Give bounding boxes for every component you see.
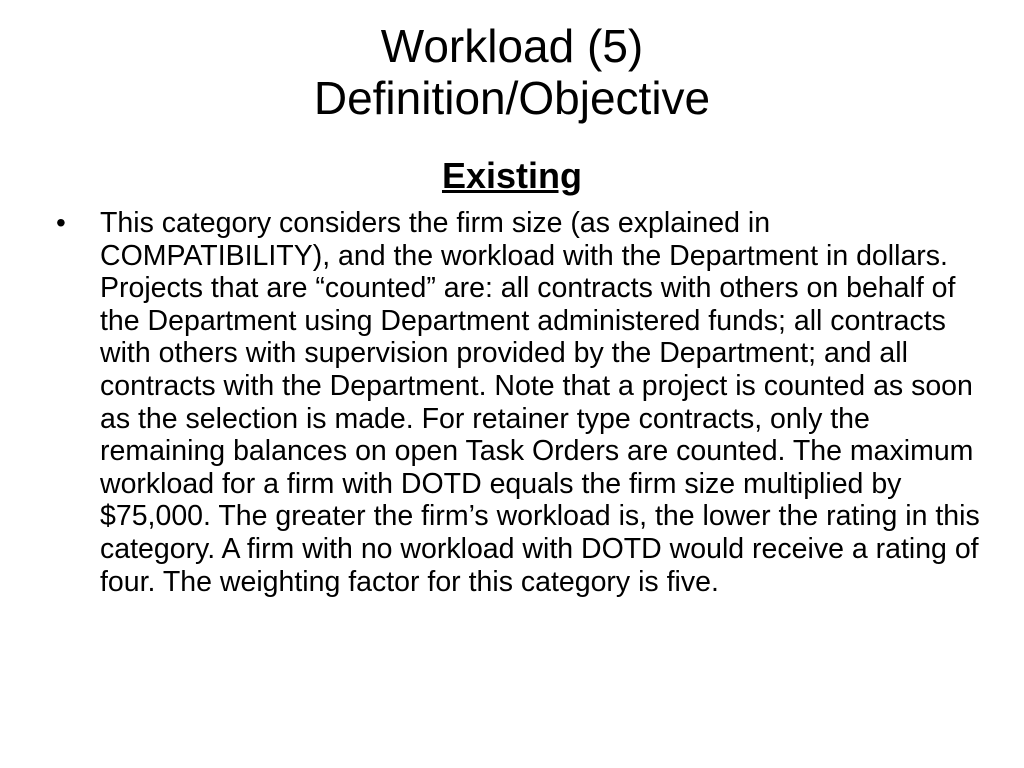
slide-subtitle: Existing xyxy=(441,155,583,196)
bullet-list xyxy=(56,207,980,598)
slide-title-line-1: Workload (5) xyxy=(380,20,644,72)
bullet-item xyxy=(56,207,980,598)
slide-title xyxy=(0,20,1024,124)
slide-title-line-2: Definition/Objective xyxy=(313,72,711,124)
bullet-text: This category considers the firm size (as explained in COMPATIBILITY), and the workload with the Department in dollars. Projects that are “counted” are: all contracts with others on behalf of the Department using Department administered funds; all contracts with others with supervision provided by the Department; and all contracts with the Department. Note that a project is counted as soon as the selection is made. For retainer type contracts, only the remaining balances on open Task Orders are counted. The maximum workload for a firm with DOTD equals the firm size multiplied by $75,000. The greater the firm’s workload is, the lower the rating in this category. A firm with no workload with DOTD would receive a rating of four. The weighting factor for this category is five. xyxy=(100,207,980,598)
bullet-marker: • xyxy=(56,207,66,238)
